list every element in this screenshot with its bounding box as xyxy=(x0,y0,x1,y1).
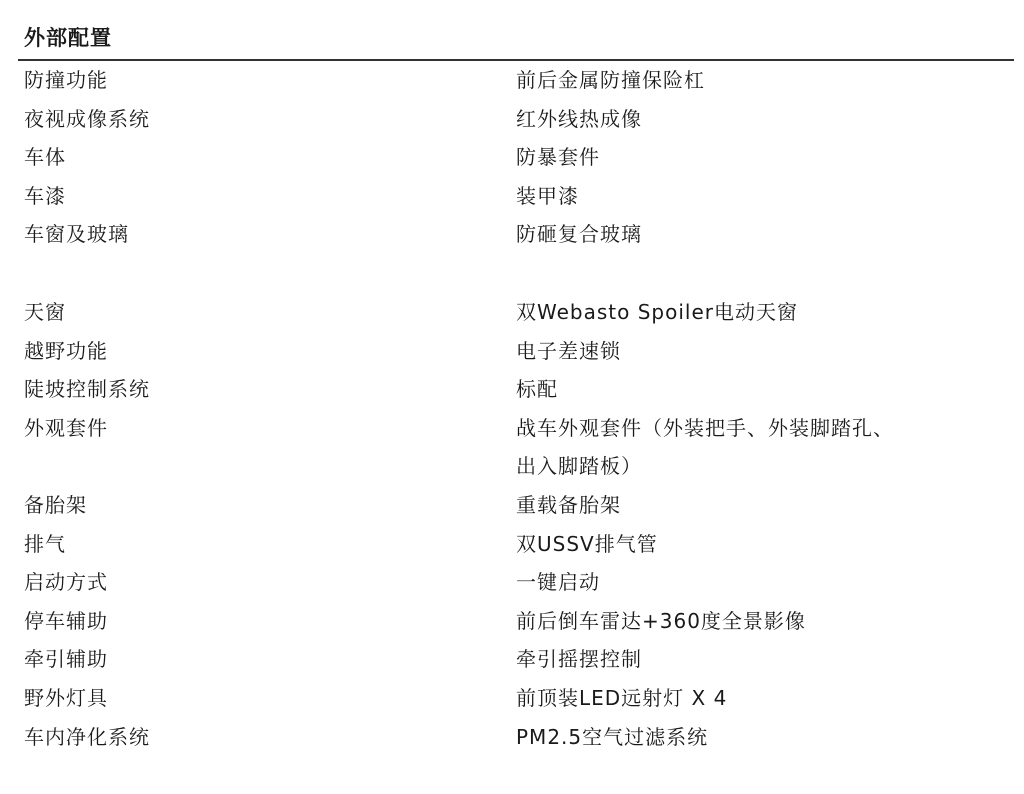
spec-value: 牵引摇摆控制 xyxy=(516,647,642,672)
spec-value: 双Webasto Spoiler电动天窗 xyxy=(516,299,798,324)
row-gap xyxy=(0,254,1024,293)
spec-label: 野外灯具 xyxy=(24,685,108,710)
spec-row xyxy=(0,563,1024,602)
spec-row xyxy=(0,486,1024,525)
spec-value: 防砸复合玻璃 xyxy=(516,222,642,247)
spec-label: 牵引辅助 xyxy=(24,647,108,672)
spec-row xyxy=(0,293,1024,332)
spec-label: 停车辅助 xyxy=(24,608,108,633)
spec-value: 双USSV排气管 xyxy=(516,531,658,556)
spec-row xyxy=(0,177,1024,216)
spec-row xyxy=(0,138,1024,177)
spec-value: 装甲漆 xyxy=(516,183,579,208)
spec-value: 前后金属防撞保险杠 xyxy=(516,68,705,92)
spec-value: PM2.5空气过滤系统 xyxy=(516,724,709,749)
spec-label: 越野功能 xyxy=(24,338,108,363)
spec-row xyxy=(0,100,1024,139)
spec-label: 车内净化系统 xyxy=(24,724,150,749)
spec-row xyxy=(0,640,1024,679)
spec-label: 防撞功能 xyxy=(24,68,108,92)
spec-row xyxy=(0,215,1024,254)
spec-value: 标配 xyxy=(516,377,558,402)
spec-value: 重载备胎架 xyxy=(516,492,621,517)
spec-row xyxy=(0,370,1024,409)
spec-row xyxy=(0,602,1024,641)
spec-label: 车窗及玻璃 xyxy=(24,222,129,247)
spec-label: 夜视成像系统 xyxy=(24,106,150,131)
spec-row xyxy=(0,525,1024,564)
spec-value: 前后倒车雷达+360度全景影像 xyxy=(516,608,806,633)
spec-row xyxy=(0,332,1024,371)
spec-label: 陡坡控制系统 xyxy=(24,377,150,402)
spec-label: 天窗 xyxy=(24,299,66,324)
spec-value: 红外线热成像 xyxy=(516,106,642,131)
spec-label: 启动方式 xyxy=(24,570,108,595)
spec-value: 前顶装LED远射灯 X 4 xyxy=(516,685,728,710)
spec-row xyxy=(0,61,1024,100)
spec-row xyxy=(0,718,1024,757)
spec-label: 外观套件 xyxy=(24,415,108,440)
spec-label: 备胎架 xyxy=(24,492,87,517)
spec-label: 车体 xyxy=(24,145,66,170)
section-title: 外部配置 xyxy=(24,26,112,50)
spec-value: 防暴套件 xyxy=(516,145,600,170)
spec-row xyxy=(0,409,1024,486)
spec-value: 电子差速锁 xyxy=(516,338,621,363)
spec-value: 战车外观套件（外装把手、外装脚踏孔、 出入脚踏板） xyxy=(516,415,894,479)
spec-label: 车漆 xyxy=(24,183,66,208)
spec-row xyxy=(0,679,1024,718)
spec-table xyxy=(0,61,1024,756)
spec-value: 一键启动 xyxy=(516,570,600,595)
spec-label: 排气 xyxy=(24,531,66,556)
